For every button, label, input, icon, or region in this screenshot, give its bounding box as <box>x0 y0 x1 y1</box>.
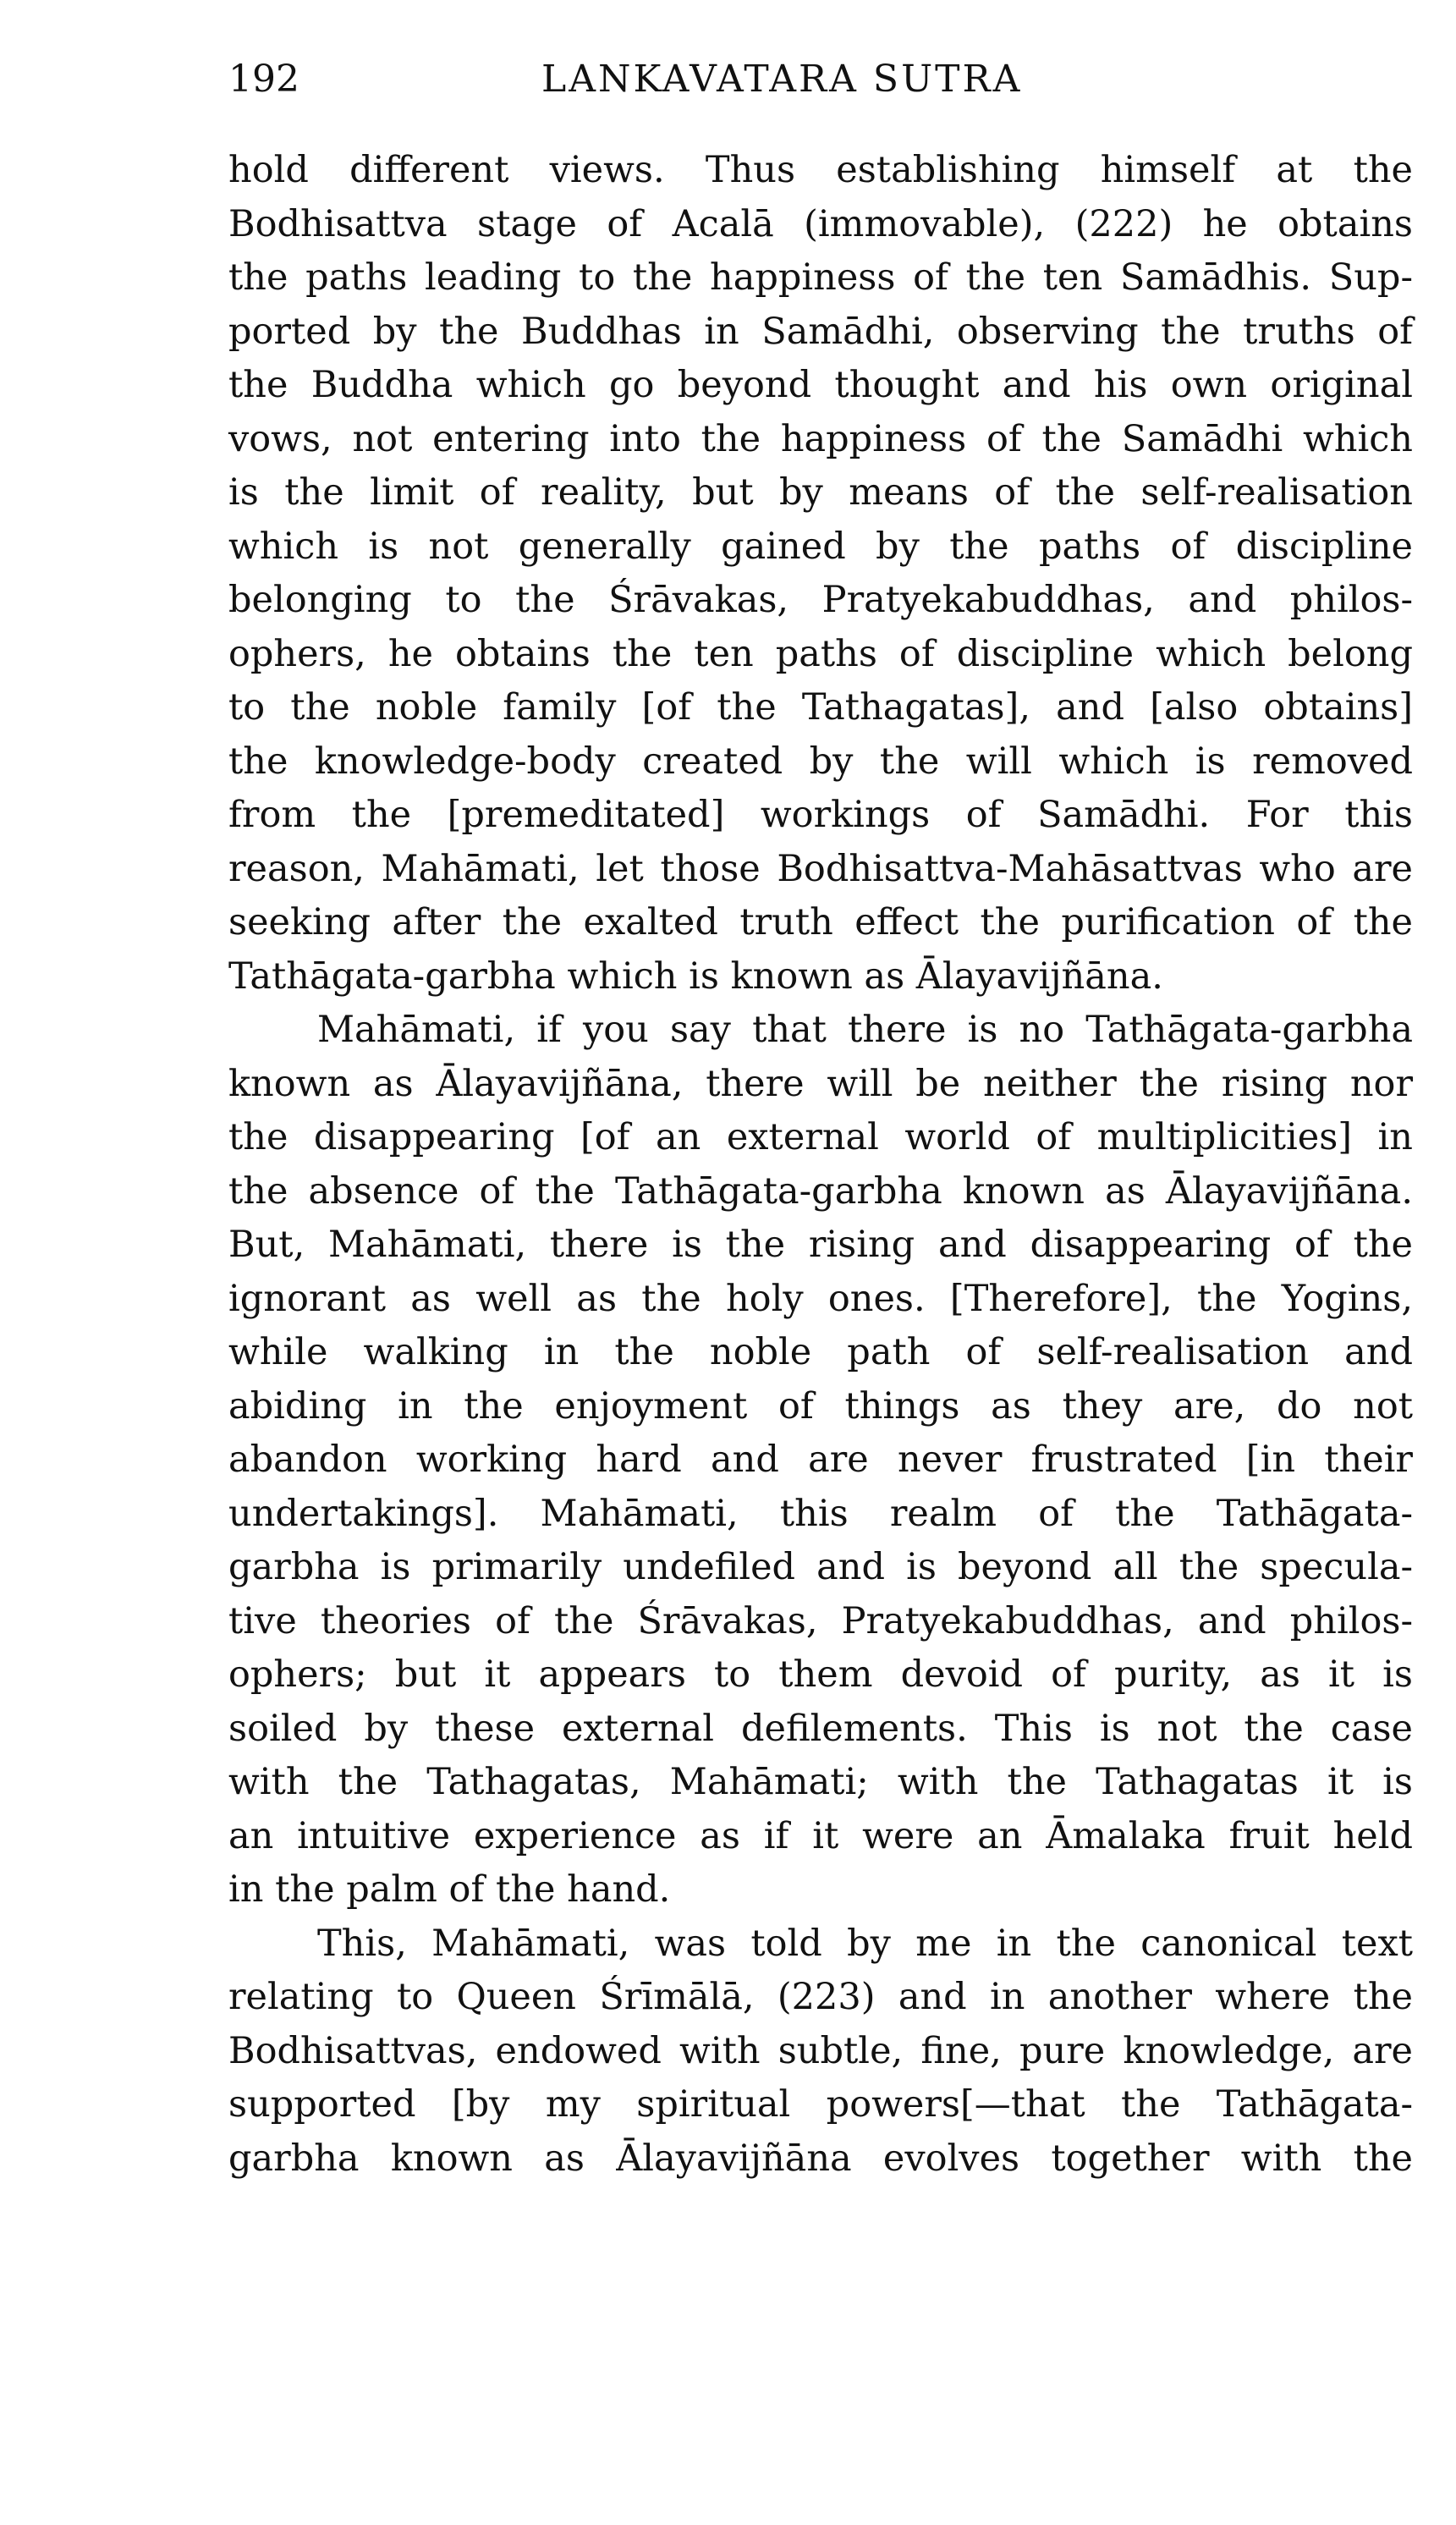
text-line: which is not generally gained by the paths of discipline <box>228 525 1413 568</box>
text-line: the Buddha which go beyond thought and his own original <box>228 364 1413 406</box>
text-line: Tathāgata-garbha which is known as Ālayavijñāna. <box>228 954 1163 998</box>
text-line: But, Mahāmati, there is the rising and disappearing of the <box>228 1224 1413 1266</box>
text-line: the knowledge-body created by the will which is removed <box>228 740 1413 783</box>
text-line: hold different views. Thus establishing himself at the <box>228 149 1413 191</box>
text-line: ported by the Buddhas in Samādhi, observing the truths of <box>228 310 1413 353</box>
text-line: undertakings]. Mahāmati, this realm of the Tathāgata- <box>228 1492 1413 1535</box>
text-line: supported [by my spiritual powers[—that the Tathāgata- <box>228 2083 1413 2126</box>
text-line: Bodhisattva stage of Acalā (immovable), (222) he obtains <box>228 202 1413 245</box>
text-line: This, Mahāmati, was told by me in the canonical text <box>317 1922 1413 1965</box>
text-line: ignorant as well as the holy ones. [Therefore], the Yogins, <box>228 1277 1413 1320</box>
text-line: the disappearing [of an external world of multiplicities] in <box>228 1116 1413 1158</box>
text-line: the absence of the Tathāgata-garbha known as Ālayavijñāna. <box>228 1169 1413 1213</box>
text-line: abandon working hard and are never frustrated [in their <box>228 1439 1413 1481</box>
text-line: is the limit of reality, but by means of the self-realisation <box>228 471 1413 514</box>
text-line: Mahāmati, if you say that there is no Tathāgata-garbha <box>317 1009 1413 1051</box>
body-text <box>228 144 1413 2186</box>
paragraph-3 <box>228 1917 1413 2187</box>
text-line: seeking after the exalted truth effect the purification of the <box>228 901 1413 943</box>
text-line: Bodhisattvas, endowed with subtle, fine, pure knowledge, are <box>228 2029 1413 2072</box>
text-line: reason, Mahāmati, let those Bodhisattva-Mahāsattvas who are <box>228 847 1413 890</box>
text-line: soiled by these external defilements. This is not the case <box>228 1707 1413 1750</box>
text-line: ophers; but it appears to them devoid of purity, as it is <box>228 1653 1413 1696</box>
text-line: the paths leading to the happiness of the ten Samādhis. Sup- <box>228 256 1413 299</box>
paragraph-1 <box>228 144 1413 1004</box>
text-line: in the palm of the hand. <box>228 1868 671 1911</box>
text-line: abiding in the enjoyment of things as they are, do not <box>228 1384 1413 1428</box>
text-line: relating to Queen Śrīmālā, (223) and in another where the <box>228 1976 1413 2018</box>
page-number: 192 <box>228 58 299 101</box>
running-title: LANKAVATARA SUTRA <box>541 58 1023 101</box>
text-line: vows, not entering into the happiness of the Samādhi which <box>228 417 1413 460</box>
paragraph-2 <box>228 1004 1413 1917</box>
text-line: belonging to the Śrāvakas, Pratyekabuddhas, and philos- <box>228 579 1413 621</box>
text-line: garbha known as Ālayavijñāna evolves together with the <box>228 2137 1413 2180</box>
text-line: tive theories of the Śrāvakas, Pratyekabuddhas, and philos- <box>228 1599 1413 1642</box>
text-line: while walking in the noble path of self-realisation and <box>228 1331 1413 1373</box>
text-line: ophers, he obtains the ten paths of discipline which belong <box>228 632 1413 675</box>
text-line: an intuitive experience as if it were an Āmalaka fruit held <box>228 1814 1413 1857</box>
running-head <box>228 51 1413 127</box>
text-line: with the Tathagatas, Mahāmati; with the Tathagatas it is <box>228 1761 1413 1803</box>
book-page <box>228 51 1413 2186</box>
text-line: garbha is primarily undefiled and is beyond all the specula- <box>228 1546 1413 1588</box>
text-line: to the noble family [of the Tathagatas], and [also obtains] <box>228 686 1413 729</box>
text-line: from the [premeditated] workings of Samādhi. For this <box>228 794 1413 836</box>
text-line: known as Ālayavijñāna, there will be neither the rising nor <box>228 1062 1413 1105</box>
